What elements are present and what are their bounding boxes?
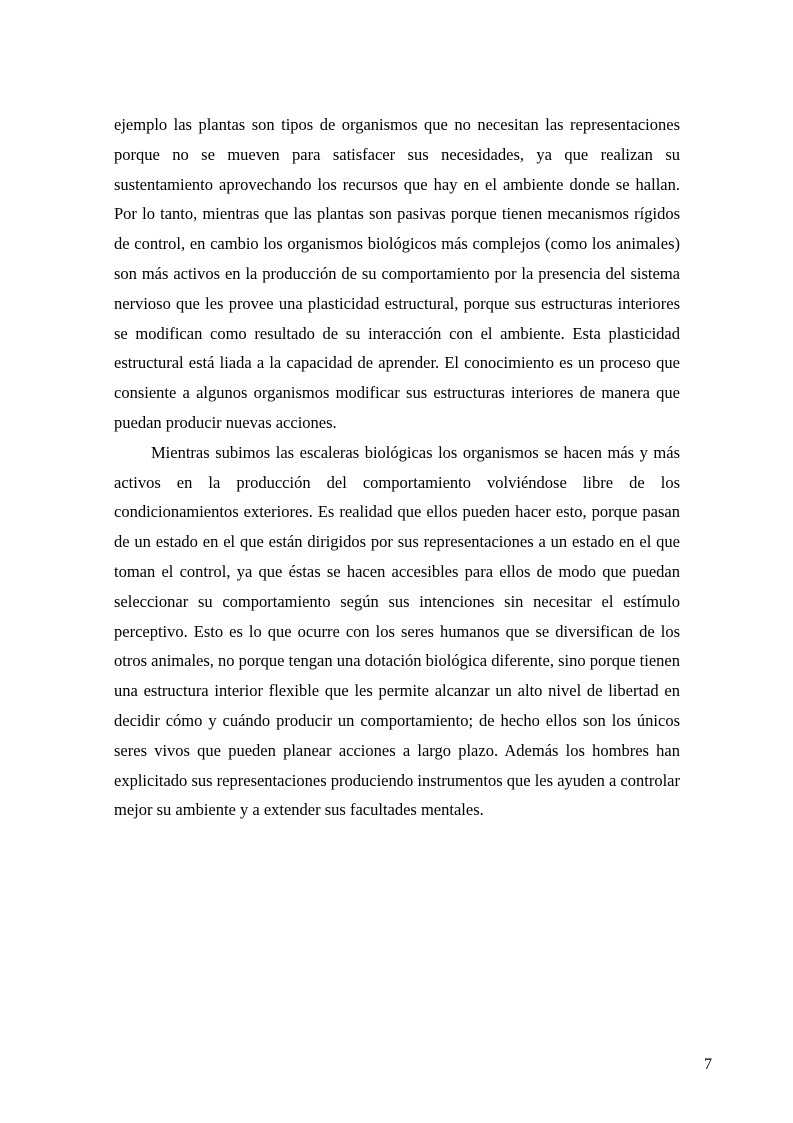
body-text	[114, 110, 680, 825]
paragraph-1: ejemplo las plantas son tipos de organismos que no necesitan las representaciones porque no se mueven para satisfacer sus necesidades, ya que realizan su sustentamiento aprovechando los recursos que hay en el ambiente donde se hallan. Por lo tanto, mientras que las plantas son pasivas porque tienen mecanismos rígidos de control, en cambio los organismos biológicos más complejos (como los animales) son más activos en la producción de su comportamiento por la presencia del sistema nervioso que les provee una plasticidad estructural, porque sus estructuras interiores se modifican como resultado de su interacción con el ambiente. Esta plasticidad estructural está liada a la capacidad de aprender. El conocimiento es un proceso que consiente a algunos organismos modificar sus estructuras interiores de manera que puedan producir nuevas acciones.	[114, 115, 680, 432]
paragraph-2: Mientras subimos las escaleras biológicas los organismos se hacen más y más activos en la producción del comportamiento volviéndose libre de los condicionamientos exteriores. Es realidad que ellos pueden hacer esto, porque pasan de un estado en el que están dirigidos por sus representaciones a un estado en el que toman el control, ya que éstas se hacen accesibles para ellos de modo que puedan seleccionar su comportamiento según sus intenciones sin necesitar el estímulo perceptivo. Esto es lo que ocurre con los seres humanos que se diversifican de los otros animales, no porque tengan una dotación biológica diferente, sino porque tienen una estructura interior flexible que les permite alcanzar un alto nivel de libertad en decidir cómo y cuándo producir un comportamiento; de hecho ellos son los únicos seres vivos que pueden planear acciones a largo plazo. Además los hombres han explicitado sus representaciones produciendo instrumentos que les ayuden a controlar mejor su ambiente y a extender sus facultades mentales.	[114, 442, 680, 820]
page-number: 7	[704, 1056, 712, 1073]
